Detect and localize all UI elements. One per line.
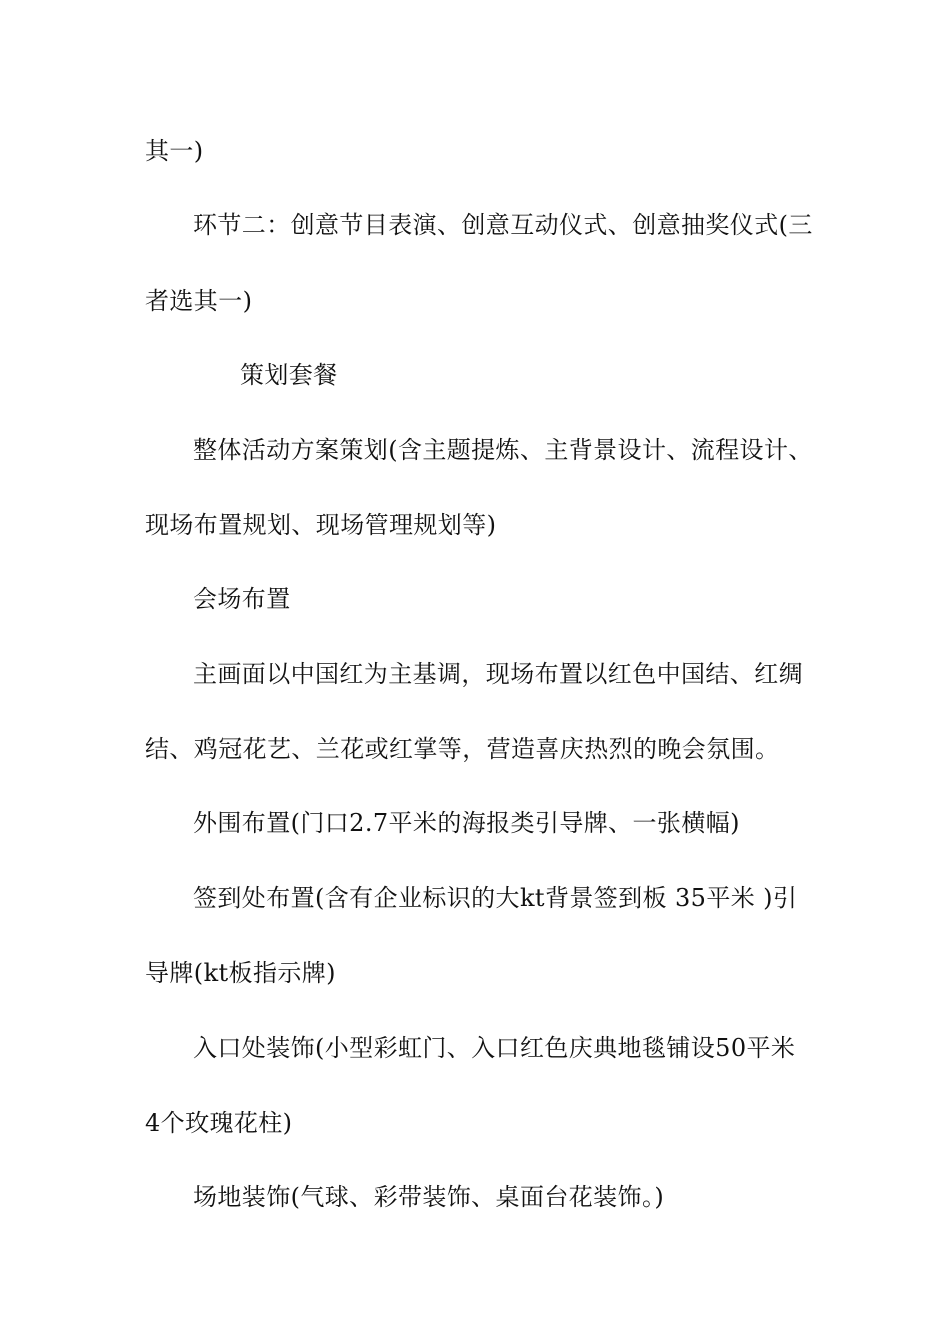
- text-line-12: 导牌(kt板指示牌): [145, 959, 336, 987]
- text-line-13: 入口处装饰(小型彩虹门、入口红色庆典地毯铺设50平米: [193, 1034, 796, 1062]
- text-line-15: 场地装饰(气球、彩带装饰、桌面台花装饰。): [193, 1183, 665, 1211]
- section-heading-package: 策划套餐: [240, 361, 338, 389]
- text-line-9: 结、鸡冠花艺、兰花或红掌等，营造喜庆热烈的晚会氛围。: [145, 735, 780, 763]
- text-line-5: 整体活动方案策划(含主题提炼、主背景设计、流程设计、: [193, 436, 813, 464]
- text-line-8: 主画面以中国红为主基调，现场布置以红色中国结、红绸: [193, 660, 803, 688]
- text-line-11: 签到处布置(含有企业标识的大kt背景签到板 35平米 )引: [193, 884, 798, 912]
- text-line-2: 环节二：创意节目表演、创意互动仪式、创意抽奖仪式(三: [193, 211, 813, 239]
- text-line-10: 外围布置(门口2.7平米的海报类引导牌、一张横幅): [193, 809, 740, 837]
- section-heading-venue: 会场布置: [193, 585, 291, 613]
- text-line-3: 者选其一): [145, 287, 253, 315]
- text-line-1: 其一): [145, 137, 204, 165]
- text-line-14: 4个玫瑰花柱): [145, 1109, 293, 1137]
- text-line-6: 现场布置规划、现场管理规划等): [145, 511, 497, 539]
